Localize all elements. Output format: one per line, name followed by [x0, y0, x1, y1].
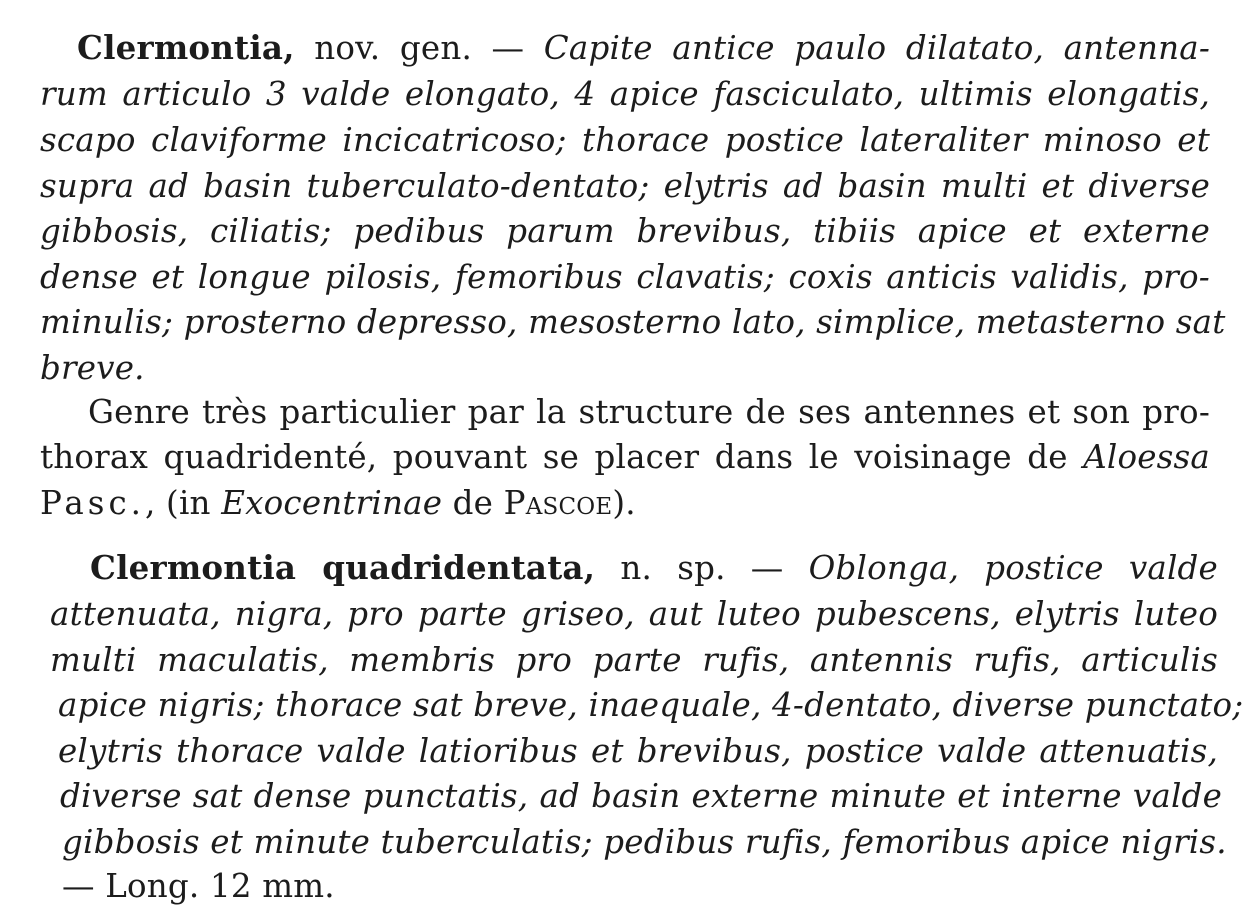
species-line-2: attenuata, nigra, pro parte griseo, aut luteo pubescens, elytris luteo	[50, 595, 1218, 633]
genus-line-8: breve.	[40, 349, 145, 387]
species-name: Clermontia quadridentata,	[90, 548, 596, 587]
genus-status: nov. gen. —	[294, 29, 544, 67]
genus-line-2: rum articulo 3 valde elongato, 4 apice fasciculato, ultimis elongatis,	[40, 75, 1210, 113]
species-line-5: elytris thorace valde latioribus et brevibus, postice valde attenuatis,	[58, 732, 1218, 770]
genus-text-line-1: Capite antice paulo dilatato, antenna-	[543, 29, 1210, 67]
genus-line-3: scapo claviforme incicatricoso; thorace postice lateraliter minoso et	[40, 121, 1210, 159]
species-line-4: apice nigris; thorace sat breve, inaequale, 4-dentato, diverse punctato;	[58, 686, 1244, 724]
species-line-7: gibbosis et minute tuberculatis; pedibus rufis, femoribus apice nigris.	[62, 823, 1227, 861]
remark-line-2: thorax quadridenté, pouvant se placer dans le voisinage de Aloessa	[40, 438, 1210, 476]
species-status: n. sp. —	[595, 549, 809, 587]
remark-line-3: Pasc., (in Exocentrinae de Pascoe).	[40, 484, 636, 522]
species-line-6: diverse sat dense punctatis, ad basin externe minute et interne valde	[60, 777, 1222, 815]
document-page	[40, 22, 1244, 905]
species-line-1: Clermontia quadridentata, n. sp. — Oblonga, postice valde	[90, 548, 1218, 587]
genus-line-4: supra ad basin tuberculato-dentato; elytris ad basin multi et diverse	[40, 167, 1210, 205]
remark-line-1: Genre très particulier par la structure de ses antennes et son pro-	[88, 393, 1210, 431]
genus-line-6: dense et longue pilosis, femoribus clavatis; coxis anticis validis, pro-	[40, 258, 1210, 296]
genus-line-5: gibbosis, ciliatis; pedibus parum brevibus, tibiis apice et externe	[40, 212, 1210, 250]
genus-line-1	[77, 28, 1210, 67]
species-length: — Long. 12 mm.	[62, 867, 335, 905]
species-line-3: multi maculatis, membris pro parte rufis, antennis rufis, articulis	[50, 641, 1218, 679]
genus-name: Clermontia,	[77, 28, 295, 67]
genus-line-7: minulis; prosterno depresso, mesosterno lato, simplice, metasterno sat	[40, 303, 1226, 341]
